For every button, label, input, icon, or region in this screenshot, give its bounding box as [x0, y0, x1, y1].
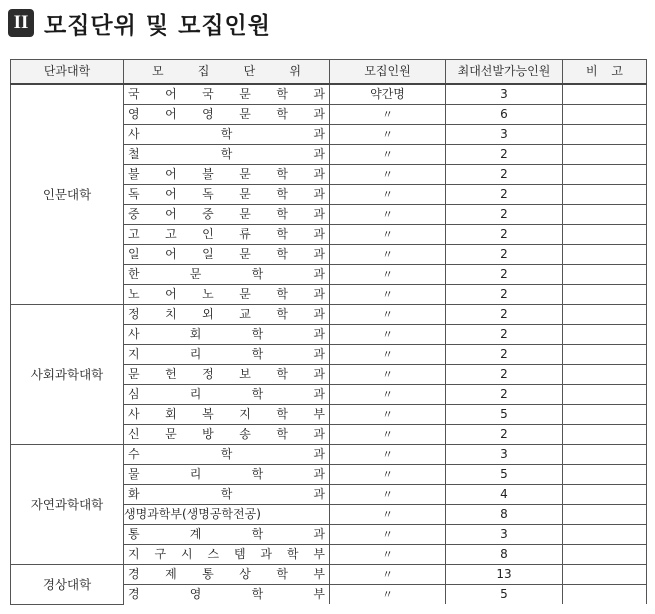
unit-label-char: 어 [165, 167, 177, 181]
unit-cell [124, 485, 330, 505]
unit-label-char: 과 [313, 87, 325, 101]
unit-cell [124, 165, 330, 185]
quota-cell: 〃 [330, 145, 446, 165]
table-row [11, 445, 647, 465]
quota-cell: 〃 [330, 305, 446, 325]
unit-label-char: 학 [276, 207, 288, 221]
max-selection-cell: 2 [446, 325, 563, 345]
quota-cell: 약간명 [330, 84, 446, 105]
unit-label-char: 학 [276, 567, 288, 581]
max-selection-cell: 5 [446, 405, 563, 425]
college-cell: 인문대학 [11, 84, 124, 305]
quota-cell: 〃 [330, 225, 446, 245]
unit-label-char: 어 [165, 207, 177, 221]
table-header-row [11, 60, 647, 85]
table-row [11, 84, 647, 105]
unit-label-char: 송 [239, 427, 251, 441]
unit-label [124, 445, 329, 464]
unit-label-char: 방 [202, 427, 214, 441]
header-unit [124, 60, 330, 85]
unit-label-char: 문 [239, 167, 251, 181]
unit-label-char: 과 [313, 527, 325, 541]
unit-label [124, 405, 329, 424]
note-cell [563, 125, 647, 145]
max-selection-cell: 2 [446, 345, 563, 365]
unit-label-char: 교 [239, 307, 251, 321]
unit-label-char: 물 [128, 467, 140, 481]
max-selection-cell: 5 [446, 465, 563, 485]
unit-label-char: 지 [128, 547, 140, 561]
quota-cell: 〃 [330, 205, 446, 225]
unit-label-char: 시 [180, 547, 193, 561]
note-cell [563, 545, 647, 565]
unit-label-char: 학 [251, 327, 264, 341]
unit-label-char: 학 [251, 387, 264, 401]
unit-label-char: 철 [128, 147, 140, 161]
unit-label-char: 불 [202, 167, 214, 181]
table-body [11, 84, 647, 604]
max-selection-cell: 6 [446, 105, 563, 125]
unit-label-char: 부 [313, 587, 325, 601]
unit-label [124, 185, 329, 204]
unit-label-char: 경 [128, 567, 140, 581]
note-cell [563, 385, 647, 405]
unit-label [124, 485, 329, 504]
quota-cell: 〃 [330, 345, 446, 365]
unit-label-char: 과 [313, 167, 325, 181]
unit-label-char: 인 [202, 227, 214, 241]
unit-label: 생명과학부(생명공학전공) [124, 507, 261, 521]
unit-cell [124, 285, 330, 305]
note-cell [563, 585, 647, 605]
unit-label-char: 과 [313, 467, 325, 481]
unit-label-char: 학 [276, 287, 288, 301]
unit-label-char: 학 [220, 127, 233, 141]
unit-label-char: 학 [276, 227, 288, 241]
note-cell [563, 185, 647, 205]
unit-label [124, 165, 329, 184]
unit-label-char: 문 [239, 207, 251, 221]
college-cell: 사회과학대학 [11, 305, 124, 445]
unit-label-char: 어 [165, 247, 177, 261]
unit-label-char: 과 [313, 207, 325, 221]
unit-label [124, 145, 329, 164]
unit-label-char: 영 [202, 107, 214, 121]
unit-label-char: 화 [128, 487, 140, 501]
quota-cell: 〃 [330, 385, 446, 405]
max-selection-cell: 3 [446, 125, 563, 145]
unit-label-char: 어 [165, 107, 177, 121]
unit-label [124, 125, 329, 144]
unit-label-char: 부 [313, 547, 325, 561]
unit-label-char: 영 [128, 107, 140, 121]
quota-cell: 〃 [330, 125, 446, 145]
quota-cell: 〃 [330, 445, 446, 465]
header-unit-char: 위 [289, 64, 301, 78]
unit-label-char: 학 [220, 487, 233, 501]
unit-label-char: 지 [239, 407, 251, 421]
unit-label-char: 학 [276, 367, 288, 381]
table-row [11, 305, 647, 325]
unit-cell [124, 205, 330, 225]
unit-label [124, 385, 329, 404]
unit-label-char: 학 [276, 187, 288, 201]
unit-cell [124, 185, 330, 205]
note-cell [563, 465, 647, 485]
unit-label [124, 85, 329, 104]
note-cell [563, 445, 647, 465]
unit-label-char: 헌 [165, 367, 177, 381]
unit-label-char: 과 [313, 347, 325, 361]
unit-cell [124, 225, 330, 245]
unit-label-char: 보 [239, 367, 251, 381]
unit-label-char: 복 [202, 407, 214, 421]
note-cell [563, 105, 647, 125]
quota-cell: 〃 [330, 465, 446, 485]
unit-label-char: 과 [313, 267, 325, 281]
unit-cell [124, 545, 330, 565]
note-cell [563, 505, 647, 525]
unit-label-char: 학 [251, 467, 264, 481]
unit-cell [124, 445, 330, 465]
unit-label-char: 회 [165, 407, 177, 421]
header-note: 비 고 [563, 60, 647, 85]
unit-label-char: 학 [276, 407, 288, 421]
unit-label-char: 불 [128, 167, 140, 181]
header-unit-char: 모 [152, 64, 164, 78]
unit-label [124, 285, 329, 304]
max-selection-cell: 2 [446, 245, 563, 265]
note-cell [563, 205, 647, 225]
unit-label-char: 외 [202, 307, 214, 321]
unit-label [124, 325, 329, 344]
unit-label-char: 과 [313, 307, 325, 321]
unit-label-char: 과 [260, 547, 273, 561]
quota-cell: 〃 [330, 505, 446, 525]
note-cell [563, 245, 647, 265]
max-selection-cell: 2 [446, 165, 563, 185]
note-cell [563, 305, 647, 325]
max-selection-cell: 2 [446, 145, 563, 165]
unit-label-char: 과 [313, 187, 325, 201]
unit-label-char: 문 [165, 427, 177, 441]
max-selection-cell: 4 [446, 485, 563, 505]
unit-label-char: 노 [202, 287, 214, 301]
unit-label-char: 과 [313, 107, 325, 121]
unit-label-char: 부 [313, 567, 325, 581]
unit-label-char: 문 [239, 287, 251, 301]
unit-label-char: 수 [128, 447, 140, 461]
unit-cell [124, 305, 330, 325]
unit-cell [124, 105, 330, 125]
unit-label [124, 525, 329, 544]
unit-cell [124, 585, 330, 605]
max-selection-cell: 2 [446, 205, 563, 225]
unit-label [124, 105, 329, 124]
max-selection-cell: 3 [446, 525, 563, 545]
unit-label-char: 과 [313, 487, 325, 501]
max-selection-cell: 2 [446, 365, 563, 385]
unit-label-char: 사 [128, 327, 140, 341]
quota-cell: 〃 [330, 425, 446, 445]
quota-cell: 〃 [330, 485, 446, 505]
header-quota: 모집인원 [330, 60, 446, 85]
unit-label-char: 한 [128, 267, 140, 281]
unit-label-char: 고 [128, 227, 140, 241]
unit-label-char: 정 [202, 367, 214, 381]
quota-cell: 〃 [330, 325, 446, 345]
unit-label-char: 노 [128, 287, 140, 301]
unit-cell [124, 405, 330, 425]
unit-label-char: 템 [233, 547, 246, 561]
section-title [8, 6, 271, 40]
note-cell [563, 405, 647, 425]
unit-cell [124, 525, 330, 545]
unit-label-char: 영 [189, 587, 202, 601]
college-cell: 경상대학 [11, 565, 124, 605]
unit-label-char: 리 [189, 347, 202, 361]
college-cell: 자연과학대학 [11, 445, 124, 565]
quota-cell: 〃 [330, 525, 446, 545]
unit-label-char: 경 [128, 587, 140, 601]
max-selection-cell: 8 [446, 545, 563, 565]
unit-label-char: 과 [313, 427, 325, 441]
unit-label-char: 학 [276, 247, 288, 261]
unit-label-char: 학 [251, 347, 264, 361]
unit-label-char: 국 [128, 87, 140, 101]
max-selection-cell: 2 [446, 185, 563, 205]
note-cell [563, 145, 647, 165]
unit-label-char: 통 [202, 567, 214, 581]
note-cell [563, 325, 647, 345]
unit-label-char: 사 [128, 407, 140, 421]
unit-label-char: 제 [165, 567, 177, 581]
admission-quota-table [10, 59, 647, 605]
unit-label-char: 어 [165, 287, 177, 301]
unit-label-char: 어 [165, 187, 177, 201]
unit-label-char: 독 [202, 187, 214, 201]
unit-label-char: 학 [251, 527, 264, 541]
unit-label-char: 치 [165, 307, 177, 321]
note-cell [563, 265, 647, 285]
unit-label [124, 365, 329, 384]
max-selection-cell: 2 [446, 265, 563, 285]
max-selection-cell: 2 [446, 285, 563, 305]
max-selection-cell: 5 [446, 585, 563, 605]
unit-label-char: 스 [207, 547, 220, 561]
note-cell [563, 345, 647, 365]
section-number-badge: II [8, 9, 34, 37]
unit-label-char: 문 [239, 187, 251, 201]
unit-label [124, 305, 329, 324]
table-row [11, 565, 647, 585]
quota-cell: 〃 [330, 105, 446, 125]
header-max-selection: 최대선발가능인원 [446, 60, 563, 85]
unit-label-char: 통 [128, 527, 140, 541]
unit-label-char: 신 [128, 427, 140, 441]
unit-label [124, 465, 329, 484]
page-title: 모집단위 및 모집인원 [44, 12, 271, 39]
unit-label [124, 205, 329, 224]
note-cell [563, 425, 647, 445]
unit-cell [124, 84, 330, 105]
unit-label-char: 학 [220, 447, 233, 461]
max-selection-cell: 8 [446, 505, 563, 525]
unit-label-char: 고 [165, 227, 177, 241]
quota-cell: 〃 [330, 165, 446, 185]
unit-label-char: 과 [313, 147, 325, 161]
unit-label-char: 문 [239, 87, 251, 101]
unit-label-char: 회 [189, 327, 202, 341]
unit-label-char: 과 [313, 127, 325, 141]
unit-label-char: 사 [128, 127, 140, 141]
unit-label-char: 심 [128, 387, 140, 401]
unit-label [124, 265, 329, 284]
unit-label-char: 학 [276, 307, 288, 321]
unit-label-char: 문 [239, 107, 251, 121]
unit-label [124, 245, 329, 264]
unit-cell [124, 385, 330, 405]
unit-cell [124, 325, 330, 345]
header-unit-char: 집 [197, 64, 210, 78]
unit-label-char: 학 [251, 267, 264, 281]
unit-label-char: 중 [202, 207, 214, 221]
note-cell [563, 565, 647, 585]
max-selection-cell: 2 [446, 385, 563, 405]
note-cell [563, 84, 647, 105]
max-selection-cell: 3 [446, 445, 563, 465]
unit-label-char: 학 [276, 167, 288, 181]
unit-label-char: 부 [313, 407, 325, 421]
unit-label-char: 학 [276, 87, 288, 101]
unit-label-char: 독 [128, 187, 140, 201]
unit-cell [124, 565, 330, 585]
unit-label-char: 학 [251, 587, 264, 601]
unit-label-char: 리 [189, 387, 202, 401]
unit-cell [124, 245, 330, 265]
note-cell [563, 165, 647, 185]
quota-cell: 〃 [330, 285, 446, 305]
quota-cell: 〃 [330, 245, 446, 265]
unit-cell [124, 345, 330, 365]
max-selection-cell: 3 [446, 84, 563, 105]
unit-label [124, 425, 329, 444]
unit-label-char: 학 [276, 107, 288, 121]
unit-label [124, 585, 329, 604]
unit-label-char: 과 [313, 447, 325, 461]
unit-label-char: 문 [239, 247, 251, 261]
note-cell [563, 365, 647, 385]
quota-cell: 〃 [330, 405, 446, 425]
unit-label-char: 문 [128, 367, 140, 381]
max-selection-cell: 2 [446, 425, 563, 445]
unit-label-char: 과 [313, 387, 325, 401]
unit-cell [124, 365, 330, 385]
quota-cell: 〃 [330, 265, 446, 285]
unit-cell [124, 505, 330, 525]
unit-label-char: 류 [239, 227, 251, 241]
unit-label-char: 국 [202, 87, 214, 101]
note-cell [563, 485, 647, 505]
unit-label-char: 일 [202, 247, 214, 261]
unit-cell [124, 425, 330, 445]
unit-cell [124, 125, 330, 145]
quota-cell: 〃 [330, 365, 446, 385]
unit-label-char: 상 [239, 567, 251, 581]
quota-cell: 〃 [330, 545, 446, 565]
unit-label-char: 계 [189, 527, 202, 541]
unit-label-char: 과 [313, 327, 325, 341]
unit-label [124, 345, 329, 364]
unit-label-char: 과 [313, 367, 325, 381]
unit-label-char: 어 [165, 87, 177, 101]
note-cell [563, 225, 647, 245]
header-college: 단과대학 [11, 60, 124, 85]
header-unit-char: 단 [243, 64, 256, 78]
unit-label-char: 과 [313, 247, 325, 261]
max-selection-cell: 2 [446, 225, 563, 245]
unit-label [124, 545, 329, 564]
unit-label-char: 리 [189, 467, 202, 481]
unit-cell [124, 465, 330, 485]
unit-label-char: 중 [128, 207, 140, 221]
unit-label-char: 과 [313, 227, 325, 241]
unit-label-char: 일 [128, 247, 140, 261]
unit-label-char: 학 [286, 547, 299, 561]
max-selection-cell: 2 [446, 305, 563, 325]
unit-label-char: 학 [220, 147, 233, 161]
unit-cell [124, 145, 330, 165]
quota-cell: 〃 [330, 565, 446, 585]
quota-cell: 〃 [330, 585, 446, 605]
unit-label-char: 문 [189, 267, 202, 281]
note-cell [563, 525, 647, 545]
unit-cell [124, 265, 330, 285]
quota-cell: 〃 [330, 185, 446, 205]
unit-label-char: 지 [128, 347, 140, 361]
unit-label-char: 구 [154, 547, 167, 561]
note-cell [563, 285, 647, 305]
unit-label [124, 225, 329, 244]
unit-label [124, 565, 329, 584]
unit-label-char: 과 [313, 287, 325, 301]
max-selection-cell: 13 [446, 565, 563, 585]
unit-label-char: 학 [276, 427, 288, 441]
unit-label-char: 정 [128, 307, 140, 321]
